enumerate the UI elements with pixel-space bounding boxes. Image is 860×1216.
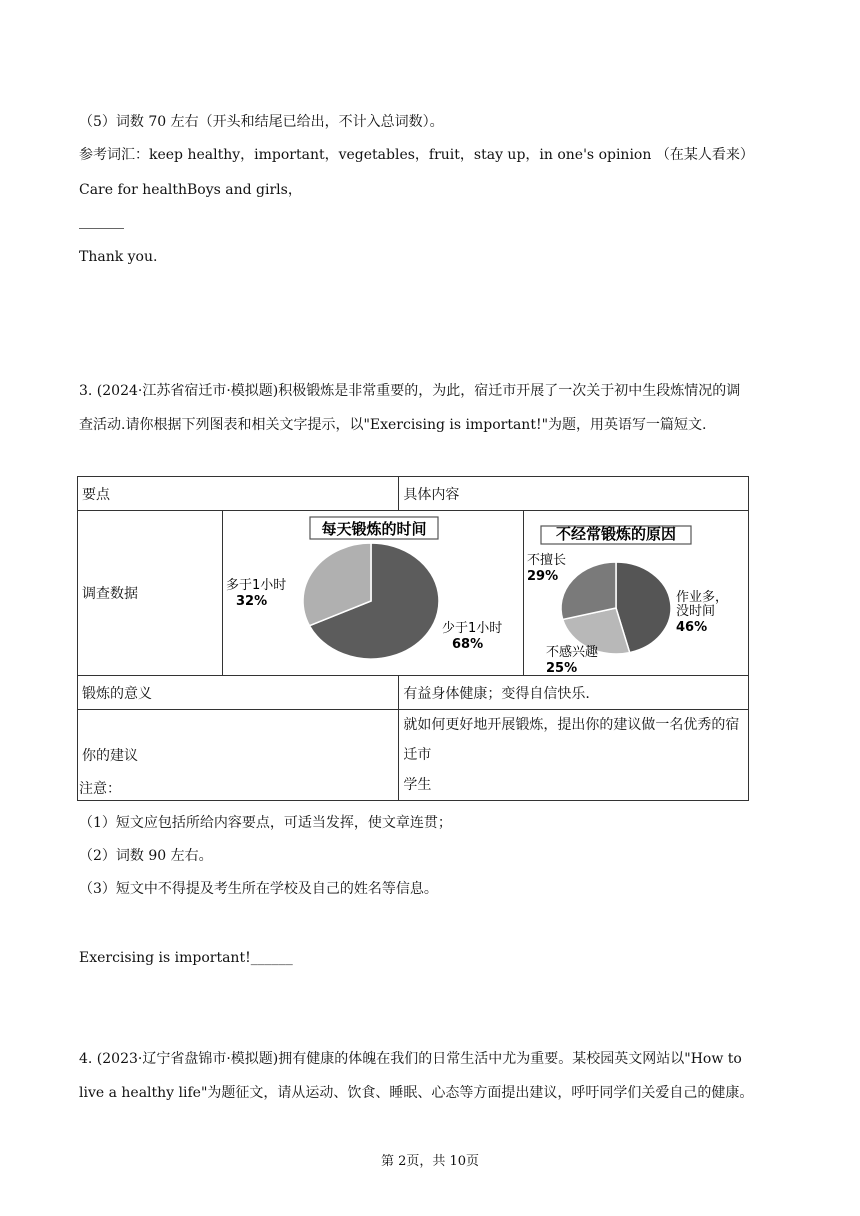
chart-reasons-not-exercising xyxy=(524,511,770,675)
q4-prompt-line-2: live a healthy life"为题征文，请从运动、饮食、睡眠、心态等方面提出建议，呼吁同学们关爱自己的健康。 xyxy=(79,1085,754,1101)
header-key-points: 要点 xyxy=(78,477,399,511)
header-content: 具体内容 xyxy=(399,477,749,511)
outline-table xyxy=(77,476,749,801)
pie-chart-daily-time xyxy=(223,511,523,675)
essay-closing: Thank you. xyxy=(79,249,158,265)
survey-charts-cell xyxy=(223,511,749,676)
notes-title: 注意： xyxy=(79,781,121,797)
note-1: （1）短文应包括所给内容要点，可适当发挥，使文章连贯； xyxy=(79,815,452,831)
advice-line-2: 学生 xyxy=(403,777,432,793)
label-your-advice: 你的建议 xyxy=(78,710,399,801)
slice-label: 不感兴趣 xyxy=(546,645,599,660)
pie-chart-reasons xyxy=(524,511,770,675)
answer-title: Exercising is important!______ xyxy=(79,950,293,966)
slice-percent: 68% xyxy=(452,637,484,652)
label-exercise-meaning: 锻炼的意义 xyxy=(78,676,399,710)
slice-label: 作业多， xyxy=(676,590,729,605)
table-row-advice xyxy=(78,710,749,801)
slice-label: 不擅长 xyxy=(527,553,567,568)
answer-blank-line xyxy=(79,228,124,229)
slice-percent: 25% xyxy=(546,661,578,675)
note-3: （3）短文中不得提及考生所在学校及自己的姓名等信息。 xyxy=(79,881,438,897)
q3-prompt-line-2: 查活动.请你根据下列图表和相关文字提示，以"Exercising is important!"为题，用英语写一篇短文. xyxy=(79,417,707,433)
slice-percent: 32% xyxy=(236,594,268,609)
advice-line-1: 就如何更好地开展锻炼，提出你的建议做一名优秀的宿迁市 xyxy=(403,717,740,763)
chart-title: 不经常锻炼的原因 xyxy=(556,525,677,543)
slice-label: 没时间 xyxy=(676,604,716,619)
q3-prompt-line-1: 3. (2024·江苏省宿迁市·模拟题)积极锻炼是非常重要的，为此，宿迁市开展了一次关于初中生段炼情况的调 xyxy=(79,383,741,399)
word-count-note: （5）词数 70 左右（开头和结尾已给出，不计入总词数）。 xyxy=(79,114,444,130)
slice-label: 少于1小时 xyxy=(442,621,503,636)
page-footer: 第 2页，共 10页 xyxy=(380,1154,480,1169)
slice-percent: 29% xyxy=(527,569,559,584)
chart-daily-exercise-time xyxy=(223,511,524,675)
vocabulary-hint: 参考词汇：keep healthy，important，vegetables，fruit，stay up，in one's opinion （在某人看来） xyxy=(79,147,754,163)
table-row-survey xyxy=(78,511,749,676)
chart-title: 每天锻炼的时间 xyxy=(321,520,427,538)
content-exercise-meaning: 有益身体健康；变得自信快乐. xyxy=(399,676,749,710)
q4-prompt-line-1: 4. (2023·辽宁省盘锦市·模拟题)拥有健康的体魄在我们的日常生活中尤为重要。某校园英文网站以"How to xyxy=(79,1051,742,1067)
slice-percent: 46% xyxy=(676,620,708,635)
essay-opening: Care for healthBoys and girls， xyxy=(79,182,302,198)
content-your-advice xyxy=(399,710,749,801)
table-row-meaning xyxy=(78,676,749,710)
table-header-row xyxy=(78,477,749,511)
note-2: （2）词数 90 左右。 xyxy=(79,848,213,864)
slice-label: 多于1小时 xyxy=(226,578,287,593)
label-survey-data: 调查数据 xyxy=(78,511,223,676)
